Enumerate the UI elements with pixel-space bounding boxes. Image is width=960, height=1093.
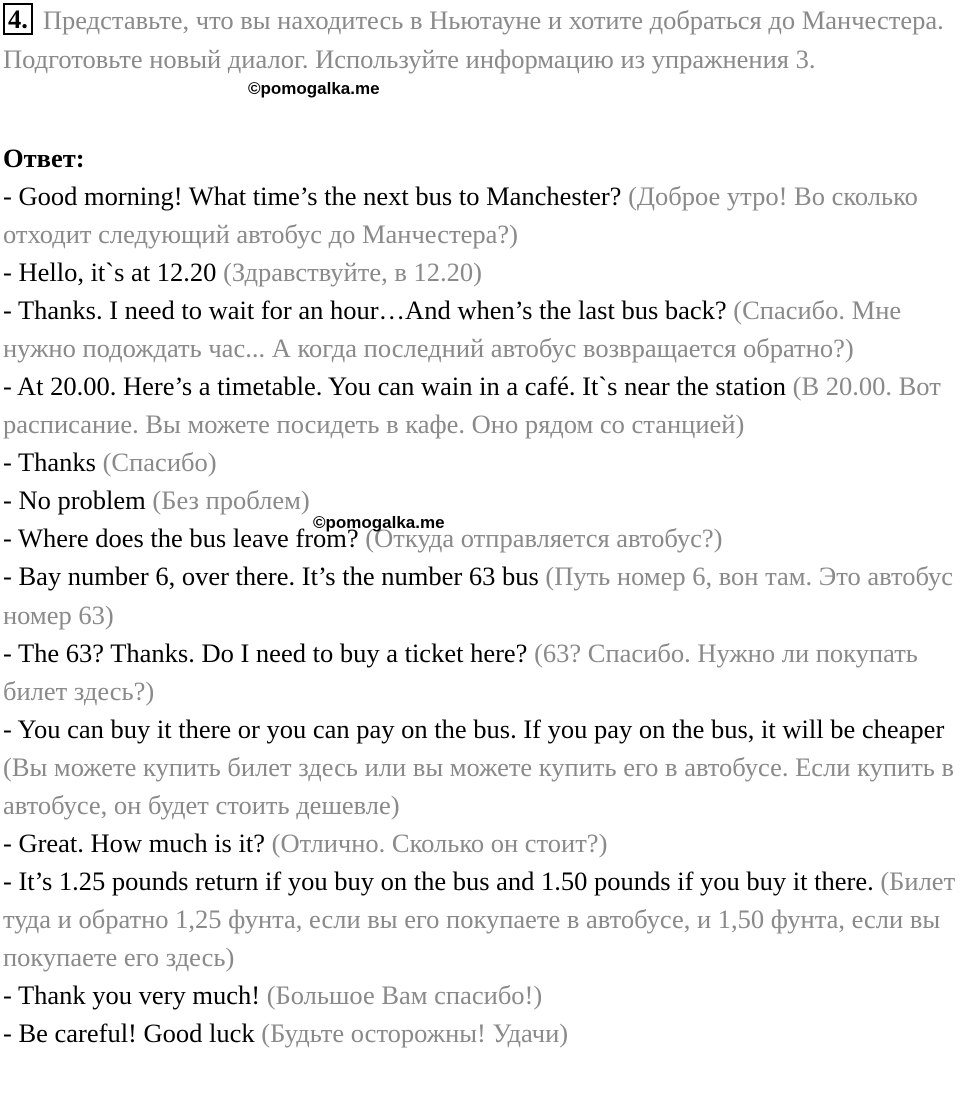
dialog-line-russian: (Без проблем) (152, 485, 310, 516)
dialog-line-english: - No problem (3, 485, 146, 516)
answer-label: Ответ: (3, 143, 85, 173)
watermark: ©pomogalka.me (313, 513, 445, 532)
dialog-line-english: - Thanks (3, 447, 96, 478)
task-paragraph (3, 1, 958, 78)
dialog-line-english: - Be careful! Good luck (3, 1018, 255, 1049)
dialog-line (3, 557, 958, 633)
dialog-line (3, 367, 958, 443)
dialog-line (3, 824, 958, 862)
dialog-line-russian: (63? Спасибо. Нужно ли покупать билет здесь?) (3, 637, 918, 706)
dialog-line-english: - Bay number 6, over there. It’s the number 63 bus (3, 561, 539, 592)
document-page (3, 0, 958, 1049)
dialog-line-russian: (Доброе утро! Во сколько отходит следующий автобус до Манчестера?) (3, 181, 918, 250)
dialog-line-russian: (Здравствуйте, в 12.20) (223, 257, 482, 288)
dialog-line-russian: (Большое Вам спасибо!) (266, 979, 543, 1010)
dialog-line (3, 862, 958, 976)
dialog-line (3, 976, 958, 1014)
dialog-line-english: - Good morning! What time’s the next bus to Manchester? (3, 181, 622, 211)
dialog-line (3, 1014, 958, 1052)
dialog-line-russian: (Отлично. Сколько он стоит?) (271, 827, 608, 858)
dialog-line-english: - At 20.00. Here’s a timetable. You can wain in a café. It`s near the station (3, 371, 786, 402)
dialog-line-english: - It’s 1.25 pounds return if you buy on the bus and 1.50 pounds if you buy it there. (3, 865, 874, 896)
dialog-line (3, 481, 958, 519)
dialog-line (3, 291, 958, 367)
dialog-line-russian: (Путь номер 6, вон там. Это автобус номер 63) (3, 561, 953, 630)
dialog-line (3, 177, 958, 253)
task-number: 4. (3, 3, 33, 35)
dialog-line (3, 253, 958, 291)
dialog-line-english: - Great. How much is it? (3, 827, 265, 858)
dialog-line-russian: (Откуда отправляется автобус?) (365, 523, 723, 554)
dialog (3, 177, 958, 1052)
dialog-line-english: - Thank you very much! (3, 979, 261, 1010)
dialog-line-english: - Where does the bus leave from? (3, 523, 359, 554)
watermark: ©pomogalka.me (248, 79, 380, 98)
dialog-line-russian: (В 20.00. Вот расписание. Вы можете посидеть в кафе. Оно рядом со станцией) (3, 371, 941, 440)
dialog-line-russian: (Будьте осторожны! Удачи) (261, 1018, 569, 1049)
dialog-line-english: - Hello, it`s at 12.20 (3, 257, 217, 288)
dialog-line-english: - The 63? Thanks. Do I need to buy a ticket here? (3, 637, 528, 668)
dialog-line-russian: (Вы можете купить билет здесь или вы можете купить его в автобусе. Если купить в автобусе, он будет стоить дешевле) (3, 751, 955, 820)
dialog-line-english: - Thanks. I need to wait for an hour…And when’s the last bus back? (3, 295, 727, 326)
dialog-line (3, 519, 958, 557)
dialog-line (3, 443, 958, 481)
dialog-line-russian: (Спасибо) (102, 447, 217, 478)
dialog-line (3, 710, 958, 824)
dialog-line (3, 634, 958, 710)
dialog-line-russian: (Спасибо. Мне нужно подождать час... А когда последний автобус возвращается обратно?) (3, 295, 902, 364)
dialog-line-english: - You can buy it there or you can pay on the bus. If you pay on the bus, it will be cheaper (3, 713, 945, 744)
dialog-line-russian: (Билет туда и обратно 1,25 фунта, если вы его покупаете в автобусе, и 1,50 фунта, если вы покупаете его здесь) (3, 865, 956, 972)
task-text: Представьте, что вы находитесь в Ньютауне и хотите добраться до Манчестера. Подготовьте новый диалог. Используйте информацию из упражнения 3. (3, 5, 944, 74)
